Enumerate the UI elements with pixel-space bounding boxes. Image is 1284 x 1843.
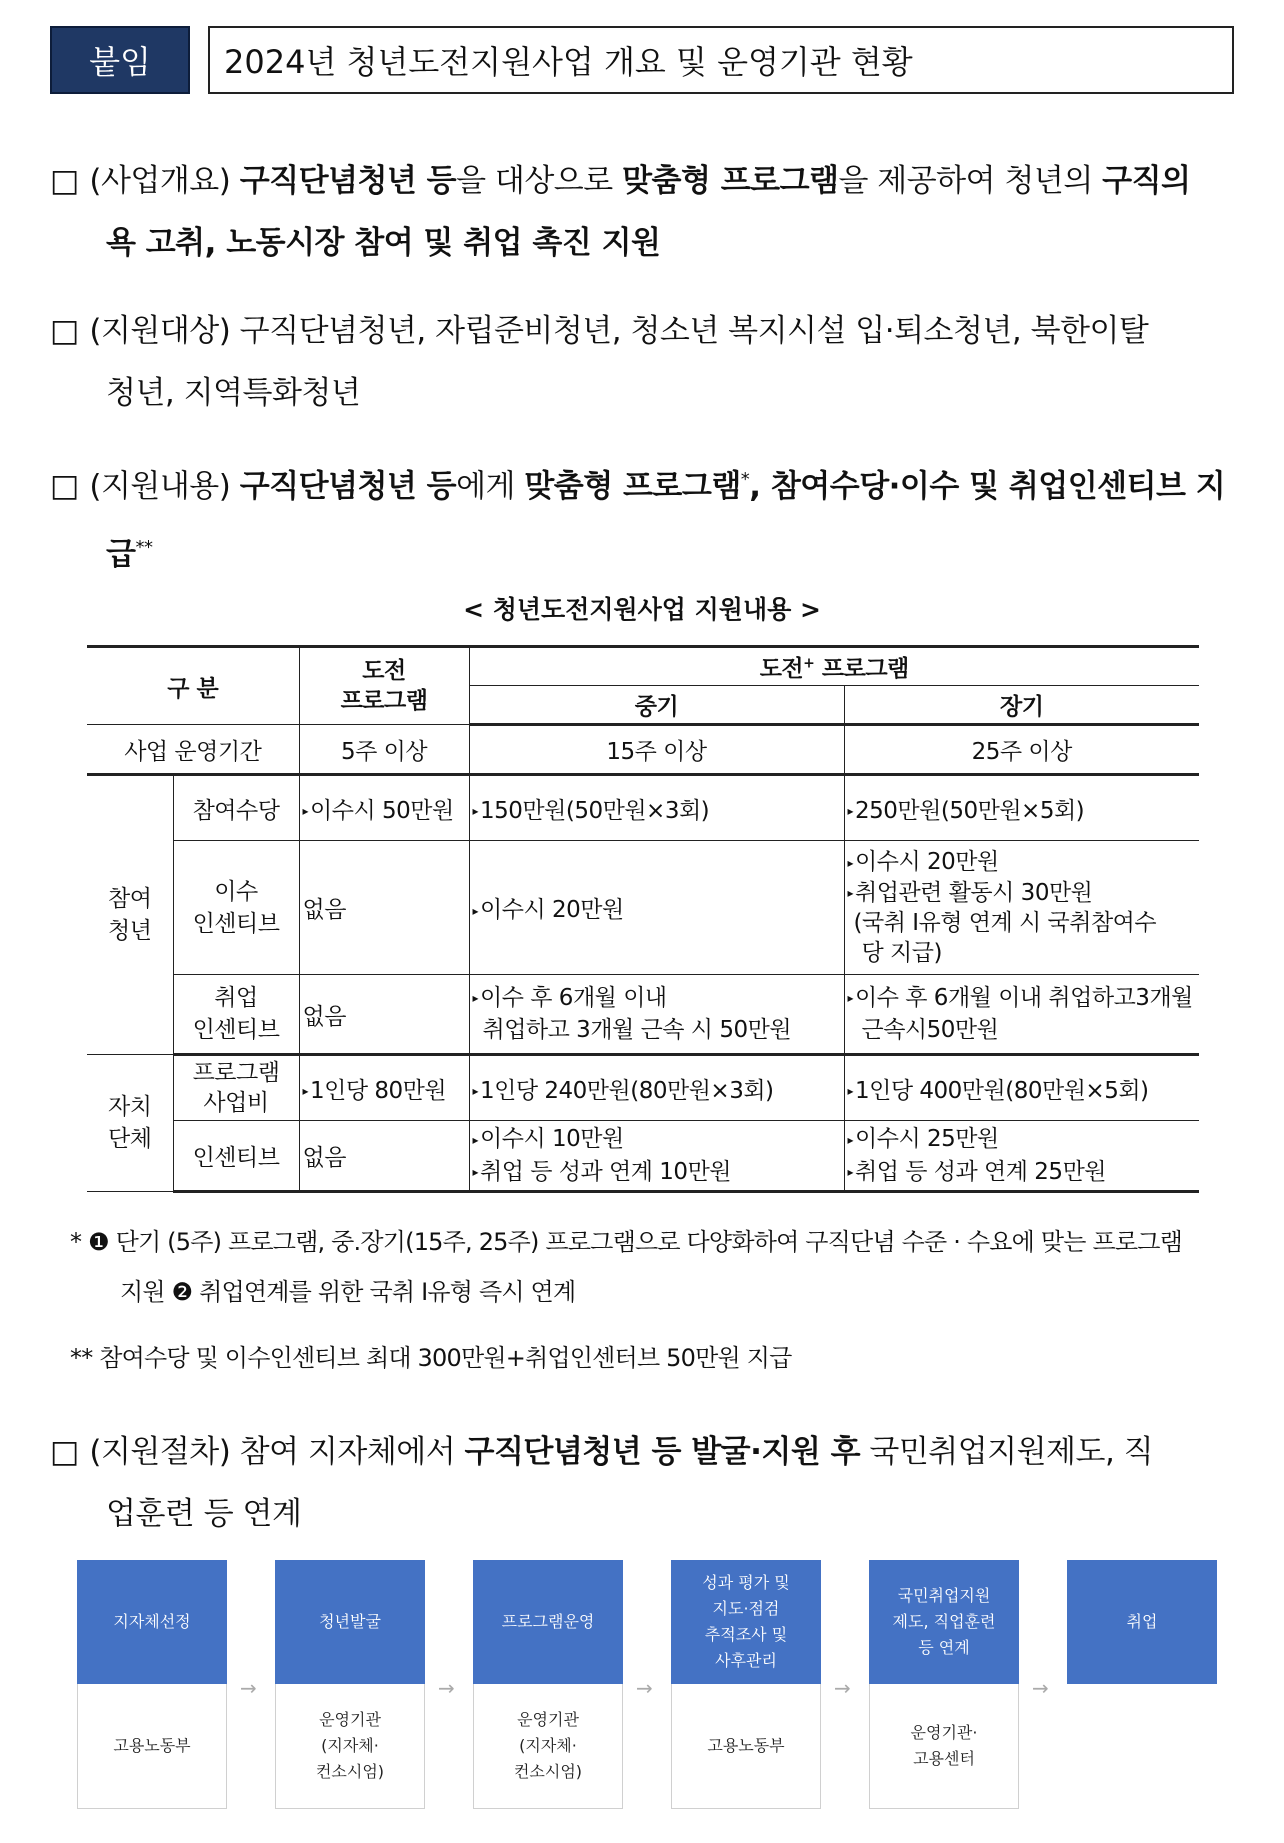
row-incentive-long-2: 취업 등 성과 연계 25만원 — [855, 1158, 1107, 1185]
content-bold-3: , 참여수당·이수 및 취업인센티브 지 — [749, 468, 1226, 505]
row-employment-label: 취업 인센티브 — [173, 975, 299, 1055]
content-bold-1: 구직단념청년 등 — [239, 468, 457, 505]
row-allowance-label: 참여수당 — [173, 775, 299, 841]
row-allowance-dojeon — [299, 775, 469, 841]
overview-bold-target: 구직단념청년 등 — [239, 163, 457, 199]
row-incentive-long — [844, 1121, 1199, 1192]
table-caption: < 청년도전지원사업 지원내용 > — [463, 595, 821, 624]
flow-step-6-title: 취업 — [1067, 1560, 1217, 1684]
attachment-tag: 붙임 — [50, 26, 190, 94]
group-youth: 참여 청년 — [87, 775, 173, 1055]
footnote-1-line2: 지원 ❷ 취업연계를 위한 국취 Ⅰ유형 즉시 연계 — [120, 1278, 576, 1306]
arrow-right-icon: → — [438, 1676, 455, 1700]
arrow-right-icon: → — [240, 1676, 257, 1700]
flow-step-1-title: 지자체선정 — [77, 1560, 227, 1684]
row-completion-long-3: (국취 Ⅰ유형 연계 시 국취참여수 — [853, 910, 1157, 936]
row-employment-dojeon: 없음 — [299, 975, 469, 1055]
header-dojeon-plus-suffix: 프로그램 — [814, 656, 909, 682]
footnote-1 — [70, 1217, 1250, 1317]
row-completion-long — [844, 841, 1199, 975]
row-incentive-label: 인센티브 — [173, 1121, 299, 1192]
content-bold-4: 급 — [106, 536, 136, 573]
period-label: 사업 운영기간 — [87, 725, 299, 775]
row-incentive-mid-1: 이수시 10만원 — [480, 1126, 624, 1152]
target-line2: 청년, 지역특화청년 — [106, 375, 361, 411]
row-completion-long-4: 당 지급) — [861, 940, 942, 966]
group-local: 자치 단체 — [87, 1055, 173, 1192]
checkbox-square-icon: □ — [50, 468, 79, 505]
arrow-right-icon: → — [834, 1676, 851, 1700]
checkbox-square-icon: □ — [50, 163, 79, 199]
row-program-cost-dojeon — [299, 1055, 469, 1121]
row-incentive-dojeon: 없음 — [299, 1121, 469, 1192]
content-sup-1: * — [740, 469, 750, 490]
row-allowance-mid — [469, 775, 844, 841]
flow-step-3 — [473, 1560, 623, 1809]
row-incentive-mid-2: 취업 등 성과 연계 10만원 — [480, 1158, 732, 1185]
row-employment-long — [844, 975, 1199, 1055]
row-program-cost-dojeon-text: 1인당 80만원 — [310, 1077, 447, 1104]
overview-prefix: (사업개요) — [89, 163, 240, 199]
header-dojeon-plus-sup: + — [803, 655, 815, 672]
row-employment-long-2: 근속시50만원 — [861, 1017, 999, 1044]
content-prefix: (지원내용) — [89, 468, 240, 505]
target-line1: (지원대상) 구직단념청년, 자립준비청년, 청소년 복지시설 입·퇴소청년, 북한이탈 — [89, 313, 1149, 349]
overview-bold-3: 구직의 — [1102, 163, 1191, 199]
row-program-cost-long — [844, 1055, 1199, 1121]
overview-text-2: 을 대상으로 — [456, 163, 623, 199]
row-program-cost-mid — [469, 1055, 844, 1121]
flow-step-3-agency: 운영기관 (지자체· 컨소시엄) — [473, 1684, 623, 1809]
header-dojeon: 도전 프로그램 — [299, 647, 469, 725]
support-table — [87, 645, 1199, 1193]
flow-step-3-title: 프로그램운영 — [473, 1560, 623, 1684]
flow-step-2 — [275, 1560, 425, 1809]
row-program-cost-long-text: 1인당 400만원(80만원×5회) — [855, 1077, 1149, 1104]
overview-bold-program: 맞춤형 프로그램 — [622, 163, 839, 199]
footnote-1-line1: * ❶ 단기 (5주) 프로그램, 중.장기(15주, 25주) 프로그램으로 다양화하여 구직단념 수준 · 수요에 맞는 프로그램 — [70, 1228, 1183, 1256]
procedure-text-2: 국민취업지원제도, 직 — [860, 1434, 1154, 1470]
row-completion-dojeon: 없음 — [299, 841, 469, 975]
procedure-bold: 구직단념청년 등 발굴·지원 후 — [464, 1434, 861, 1470]
row-allowance-long-text: 250만원(50만원×5회) — [855, 797, 1085, 824]
checkbox-square-icon: □ — [50, 1434, 79, 1470]
row-completion-mid — [469, 841, 844, 975]
flow-step-5-title: 국민취업지원 제도, 직업훈련 등 연계 — [869, 1560, 1019, 1684]
row-completion-label: 이수 인센티브 — [173, 841, 299, 975]
procedure-line2: 업훈련 등 연계 — [106, 1496, 302, 1532]
flow-step-5 — [869, 1560, 1019, 1809]
row-program-cost-mid-text: 1인당 240만원(80만원×3회) — [480, 1077, 774, 1104]
row-completion-long-2: 취업관련 활동시 30만원 — [855, 879, 1093, 906]
row-employment-long-1: 이수 후 6개월 이내 취업하고3개월 — [855, 984, 1193, 1011]
period-mid: 15주 이상 — [469, 725, 844, 775]
row-employment-mid-2: 취업하고 3개월 근속 시 50만원 — [482, 1017, 792, 1044]
row-completion-mid-text: 이수시 20만원 — [480, 897, 624, 923]
flow-step-4-title: 성과 평가 및 지도·점검 추적조사 및 사후관리 — [671, 1560, 821, 1684]
row-employment-mid — [469, 975, 844, 1055]
row-completion-long-1: 이수시 20만원 — [855, 849, 999, 875]
content-bold-2: 맞춤형 프로그램 — [524, 468, 741, 505]
flow-step-4-agency: 고용노동부 — [671, 1684, 821, 1809]
flow-step-5-agency: 운영기관· 고용센터 — [869, 1684, 1019, 1809]
flow-step-6 — [1067, 1560, 1217, 1684]
header-category: 구 분 — [87, 647, 299, 725]
flow-step-4 — [671, 1560, 821, 1809]
period-long: 25주 이상 — [844, 725, 1199, 775]
bullet-procedure — [50, 1421, 1240, 1545]
header-long: 장기 — [844, 686, 1199, 725]
row-incentive-mid — [469, 1121, 844, 1192]
bullet-target — [50, 300, 1240, 424]
footnote-2: ** 참여수당 및 이수인센티브 최대 300만원+취업인센터브 50만원 지급 — [70, 1344, 792, 1372]
overview-bold-4: 욕 고취, 노동시장 참여 및 취업 촉진 지원 — [106, 225, 661, 261]
flow-step-1-agency: 고용노동부 — [77, 1684, 227, 1809]
row-incentive-long-1: 이수시 25만원 — [855, 1126, 999, 1152]
row-employment-mid-1: 이수 후 6개월 이내 — [480, 984, 667, 1011]
period-dojeon: 5주 이상 — [299, 725, 469, 775]
flow-step-2-agency: 운영기관 (지자체· 컨소시엄) — [275, 1684, 425, 1809]
row-allowance-dojeon-text: 이수시 50만원 — [310, 797, 454, 824]
checkbox-square-icon: □ — [50, 313, 79, 349]
arrow-right-icon: → — [1032, 1676, 1049, 1700]
bullet-overview — [50, 150, 1240, 274]
row-program-cost-label: 프로그램 사업비 — [173, 1055, 299, 1121]
header-dojeon-plus-text: 도전 — [759, 656, 804, 682]
page-title: 2024년 청년도전지원사업 개요 및 운영기관 현황 — [208, 26, 1234, 94]
header-mid: 중기 — [469, 686, 844, 725]
arrow-right-icon: → — [636, 1676, 653, 1700]
flow-step-2-title: 청년발굴 — [275, 1560, 425, 1684]
procedure-prefix: (지원절차) 참여 지자체에서 — [89, 1434, 465, 1470]
bullet-content — [50, 449, 1240, 586]
content-sup-2: ** — [135, 537, 153, 559]
row-allowance-mid-text: 150만원(50만원×3회) — [480, 797, 710, 824]
row-allowance-long — [844, 775, 1199, 841]
header-dojeon-plus — [469, 647, 1199, 686]
content-text-2: 에게 — [456, 468, 525, 505]
overview-text-3: 을 제공하여 청년의 — [838, 163, 1103, 199]
flow-step-1 — [77, 1560, 227, 1809]
